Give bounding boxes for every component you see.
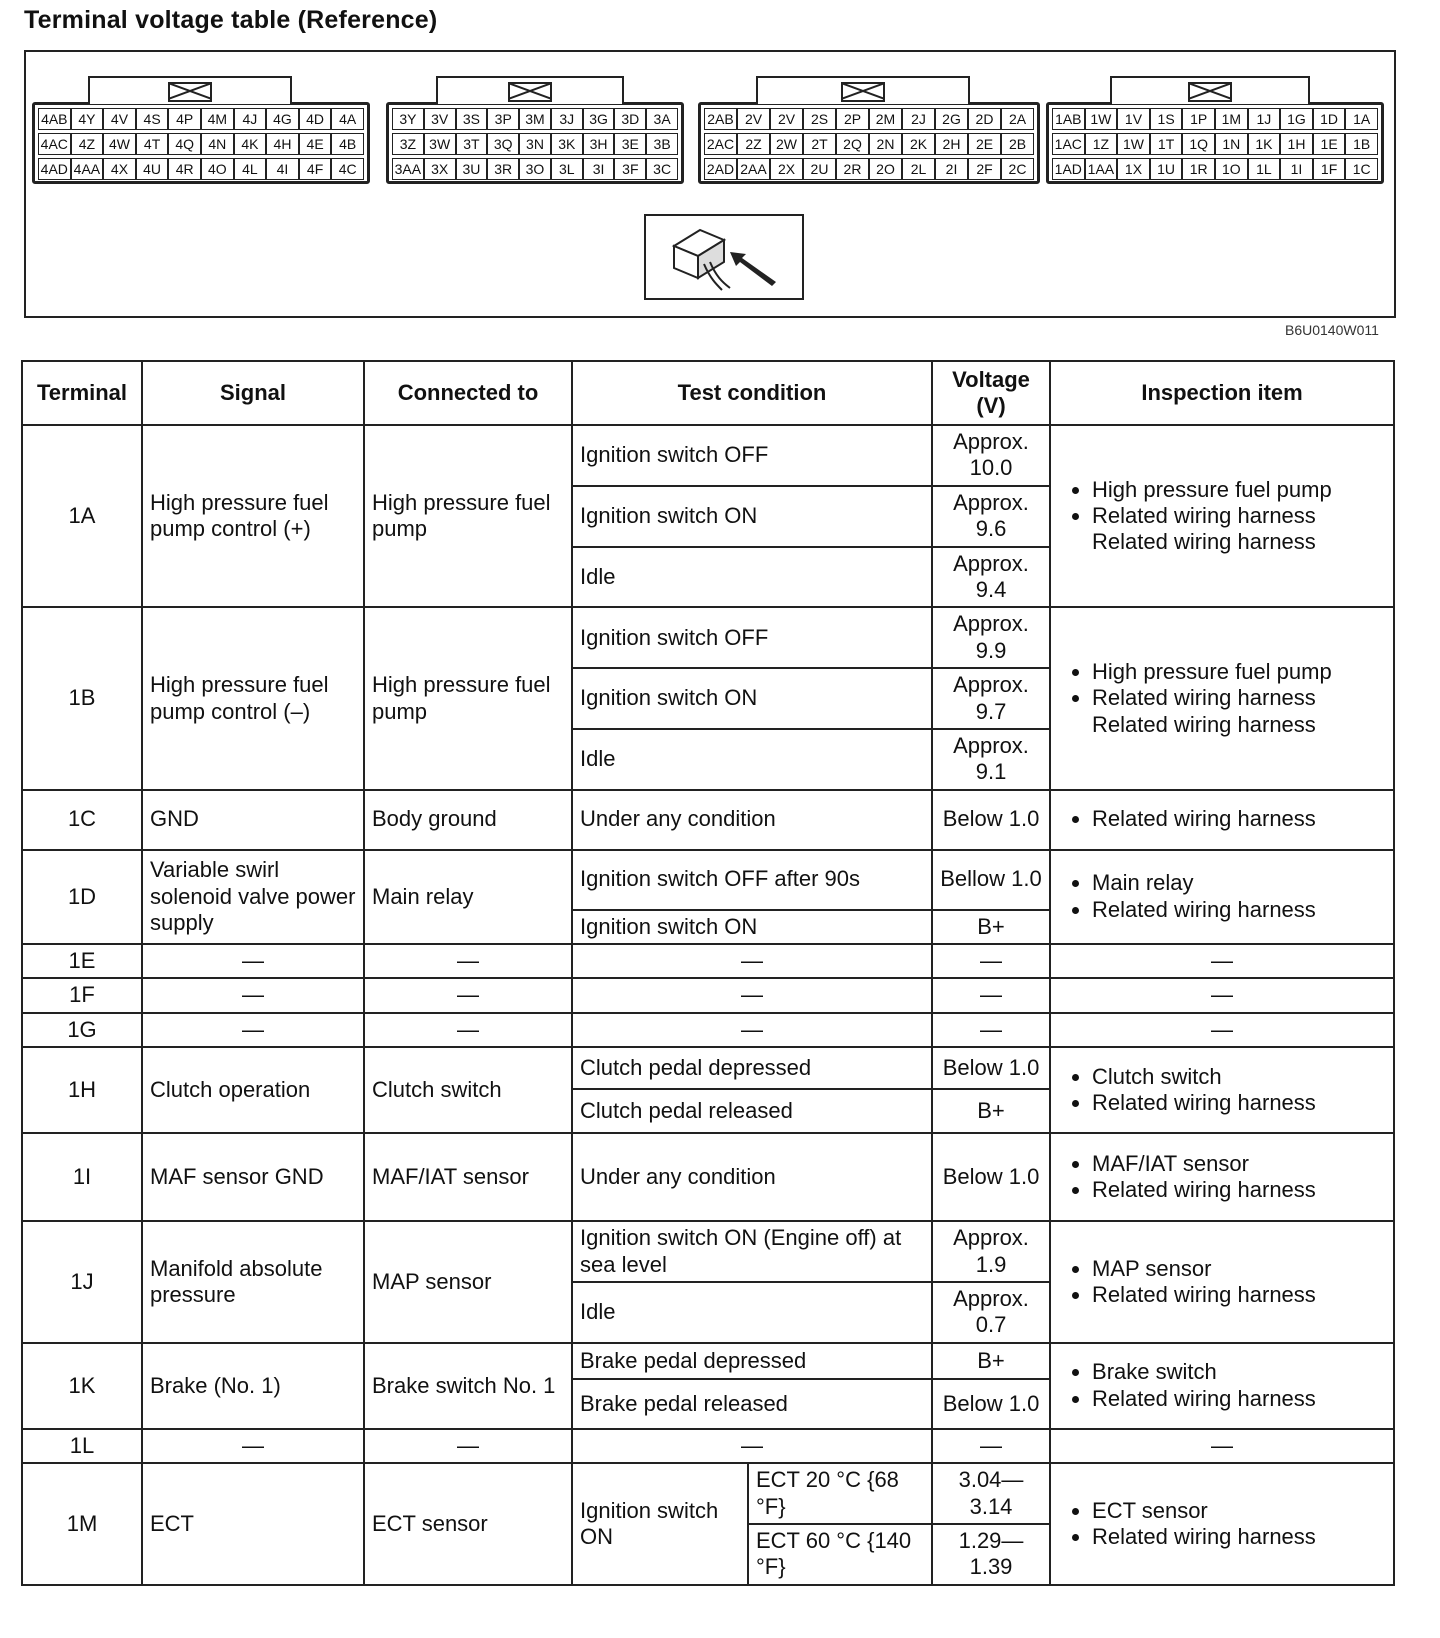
- connector-pin: 1K: [1248, 133, 1281, 155]
- connector-pin: 4V: [103, 108, 136, 130]
- connector-pin: 1AA: [1085, 158, 1118, 180]
- connector-pin: 1V: [1117, 108, 1150, 130]
- connector-pin: 4R: [168, 158, 201, 180]
- connected-cell: MAF/IAT sensor: [364, 1133, 572, 1221]
- terminal-cell: 1E: [22, 944, 142, 978]
- connector-pin: 4J: [234, 108, 267, 130]
- connector-pin: 2I: [935, 158, 968, 180]
- connector-pin: 4AA: [71, 158, 104, 180]
- connector-pin: 1AC: [1052, 133, 1085, 155]
- header-voltage: Voltage (V): [932, 361, 1050, 425]
- voltage-cell: Below 1.0: [932, 1379, 1050, 1429]
- terminal-cell: 1K: [22, 1343, 142, 1429]
- condition-cell: Ignition switch ON: [572, 910, 932, 944]
- inspection-cell: [1050, 1047, 1394, 1133]
- inspection-item: • Related wiring harness Related wiring harness: [1092, 685, 1386, 738]
- connector-pin: 2M: [869, 108, 902, 130]
- connector-pin: 1W: [1085, 108, 1118, 130]
- connector-pin: 2H: [935, 133, 968, 155]
- terminal-cell: 1A: [22, 425, 142, 607]
- inspection-item: • Related wiring harness: [1092, 1386, 1386, 1412]
- terminal-cell: 1L: [22, 1429, 142, 1463]
- connector-pin: 3X: [424, 158, 456, 180]
- table-row: [22, 1221, 1394, 1282]
- connected-cell: ECT sensor: [364, 1463, 572, 1585]
- signal-cell: GND: [142, 790, 364, 850]
- connector-pin: 1U: [1150, 158, 1183, 180]
- condition-cell: Idle: [572, 1282, 932, 1343]
- connector-pin: 2N: [869, 133, 902, 155]
- connected-cell: Clutch switch: [364, 1047, 572, 1133]
- condition-cell: Under any condition: [572, 790, 932, 850]
- inspection-cell: [1050, 850, 1394, 944]
- signal-cell: Variable swirl solenoid valve power supply: [142, 850, 364, 944]
- page-title: Terminal voltage table (Reference): [24, 6, 438, 34]
- connector-pin: 4O: [201, 158, 234, 180]
- terminal-cell: 1I: [22, 1133, 142, 1221]
- connector-pin: 4W: [103, 133, 136, 155]
- connector-pin: 2S: [803, 108, 836, 130]
- connector-pin: 1N: [1215, 133, 1248, 155]
- inspection-cell: [1050, 1133, 1394, 1221]
- connector-pin: 4B: [331, 133, 364, 155]
- connector-pin: 2V: [737, 108, 770, 130]
- connector-pin: 3A: [646, 108, 678, 130]
- connector-pin: 1D: [1313, 108, 1346, 130]
- connector-pin: 4S: [136, 108, 169, 130]
- voltage-cell: B+: [932, 910, 1050, 944]
- voltage-cell: Approx. 1.9: [932, 1221, 1050, 1282]
- inspection-cell: [1050, 790, 1394, 850]
- voltage-cell: Below 1.0: [932, 790, 1050, 850]
- connector-pin: 1S: [1150, 108, 1183, 130]
- empty-cell: —: [364, 1013, 572, 1047]
- connector-pin: 3R: [487, 158, 519, 180]
- empty-cell: —: [142, 1429, 364, 1463]
- signal-cell: Manifold absolute pressure: [142, 1221, 364, 1343]
- voltage-cell: Approx. 9.7: [932, 668, 1050, 729]
- connector-pin: 1AD: [1052, 158, 1085, 180]
- voltage-cell: Approx. 9.6: [932, 486, 1050, 547]
- empty-cell: —: [572, 978, 932, 1012]
- connector-pin: 2Z: [737, 133, 770, 155]
- header-connected-to: Connected to: [364, 361, 572, 425]
- condition-cell: Brake pedal released: [572, 1379, 932, 1429]
- voltage-cell: Bellow 1.0: [932, 850, 1050, 910]
- connector-pin: 3M: [519, 108, 551, 130]
- signal-cell: ECT: [142, 1463, 364, 1585]
- connector-pin: 4Y: [71, 108, 104, 130]
- connector-pin: 4K: [234, 133, 267, 155]
- connector-pin: 3O: [519, 158, 551, 180]
- connector-pin: 4Q: [168, 133, 201, 155]
- connector-pin: 1F: [1313, 158, 1346, 180]
- connector-3: [386, 102, 684, 184]
- connector-pin: 3AA: [392, 158, 424, 180]
- inspection-cell: [1050, 1343, 1394, 1429]
- connector-pin: 1H: [1280, 133, 1313, 155]
- condition-cell: Ignition switch ON: [572, 668, 932, 729]
- connector-pin: 1G: [1280, 108, 1313, 130]
- connector-pin: 1A: [1345, 108, 1378, 130]
- inspection-item: • Brake switch: [1092, 1359, 1386, 1385]
- connector-pin: 4P: [168, 108, 201, 130]
- empty-cell: —: [364, 978, 572, 1012]
- terminal-cell: 1D: [22, 850, 142, 944]
- connector-pin: 4A: [331, 108, 364, 130]
- connector-1: [1046, 102, 1384, 184]
- empty-cell: —: [1050, 1429, 1394, 1463]
- connector-pin: 2Q: [836, 133, 869, 155]
- table-row: [22, 944, 1394, 978]
- connected-cell: High pressure fuel pump: [364, 425, 572, 607]
- connector-pin: 3Z: [392, 133, 424, 155]
- empty-cell: —: [932, 1429, 1050, 1463]
- connector-pin: 4Z: [71, 133, 104, 155]
- connector-pin: 4AC: [38, 133, 71, 155]
- empty-cell: —: [1050, 978, 1394, 1012]
- table-row: [22, 1463, 1394, 1524]
- connector-pin: 1L: [1248, 158, 1281, 180]
- connector-pin: 2L: [902, 158, 935, 180]
- connector-pin: 3S: [456, 108, 488, 130]
- table-row: [22, 1429, 1394, 1463]
- connector-pin: 3J: [551, 108, 583, 130]
- connector-4: [32, 102, 370, 184]
- connector-pin: 2R: [836, 158, 869, 180]
- inspection-cell: [1050, 1221, 1394, 1343]
- inspection-item: • ECT sensor: [1092, 1498, 1386, 1524]
- connector-2: [698, 102, 1040, 184]
- connector-pin: 4E: [299, 133, 332, 155]
- inspection-item: • High pressure fuel pump: [1092, 659, 1386, 685]
- connector-pin: 4N: [201, 133, 234, 155]
- connector-pin: 1E: [1313, 133, 1346, 155]
- condition-cell: Idle: [572, 729, 932, 790]
- connector-pin: 3G: [583, 108, 615, 130]
- connector-pin: 2P: [836, 108, 869, 130]
- connector-pin: 4I: [266, 158, 299, 180]
- inspection-item: • Main relay: [1092, 870, 1386, 896]
- condition-cell: Clutch pedal depressed: [572, 1047, 932, 1089]
- connector-pin: 4D: [299, 108, 332, 130]
- condition-cell: Ignition switch ON (Engine off) at sea level: [572, 1221, 932, 1282]
- empty-cell: —: [932, 1013, 1050, 1047]
- voltage-cell: Below 1.0: [932, 1133, 1050, 1221]
- connector-pin: 2E: [968, 133, 1001, 155]
- condition-cell: Ignition switch ON: [572, 486, 932, 547]
- connector-pin: 4X: [103, 158, 136, 180]
- connector-pin: 3Q: [487, 133, 519, 155]
- header-signal: Signal: [142, 361, 364, 425]
- table-row: [22, 425, 1394, 486]
- connector-pin: 4M: [201, 108, 234, 130]
- empty-cell: —: [142, 978, 364, 1012]
- connector-pin: 3E: [614, 133, 646, 155]
- connected-cell: MAP sensor: [364, 1221, 572, 1343]
- inspection-cell: [1050, 607, 1394, 789]
- empty-cell: —: [572, 944, 932, 978]
- table-row: [22, 978, 1394, 1012]
- inspection-item: • Clutch switch: [1092, 1064, 1386, 1090]
- connector-pin: 2W: [770, 133, 803, 155]
- condition-cell: Idle: [572, 547, 932, 608]
- connector-pin: 1M: [1215, 108, 1248, 130]
- empty-cell: —: [1050, 1013, 1394, 1047]
- signal-cell: High pressure fuel pump control (+): [142, 425, 364, 607]
- connector-pin: 3H: [583, 133, 615, 155]
- voltage-cell: Below 1.0: [932, 1047, 1050, 1089]
- inspection-item: • Related wiring harness: [1092, 1090, 1386, 1116]
- inspection-item: • Related wiring harness: [1092, 1282, 1386, 1308]
- inspection-item: • High pressure fuel pump: [1092, 477, 1386, 503]
- connector-pin: 3I: [583, 158, 615, 180]
- connector-pin: 1C: [1345, 158, 1378, 180]
- connector-pin: 2U: [803, 158, 836, 180]
- condition-cell: Clutch pedal released: [572, 1089, 932, 1133]
- connector-pin: 4G: [266, 108, 299, 130]
- connector-pin: 2AB: [704, 108, 737, 130]
- inspection-item: • Related wiring harness: [1092, 1177, 1386, 1203]
- empty-cell: —: [142, 944, 364, 978]
- voltage-cell: 3.04—3.14: [932, 1463, 1050, 1524]
- table-row: [22, 790, 1394, 850]
- inspection-item: • Related wiring harness: [1092, 806, 1386, 832]
- connector-pin: 1X: [1117, 158, 1150, 180]
- connector-pin: 1Z: [1085, 133, 1118, 155]
- connector-pin: 1O: [1215, 158, 1248, 180]
- condition-cell: Under any condition: [572, 1133, 932, 1221]
- header-test-condition: Test condition: [572, 361, 932, 425]
- connector-pin: 2X: [770, 158, 803, 180]
- condition-cell: Brake pedal depressed: [572, 1343, 932, 1379]
- connector-pin: 1R: [1182, 158, 1215, 180]
- inspection-cell: [1050, 1463, 1394, 1585]
- header-terminal: Terminal: [22, 361, 142, 425]
- connector-pin: 3U: [456, 158, 488, 180]
- voltage-cell: B+: [932, 1089, 1050, 1133]
- connector-pin: 2C: [1001, 158, 1034, 180]
- empty-cell: —: [932, 944, 1050, 978]
- inspection-item: • MAF/IAT sensor: [1092, 1151, 1386, 1177]
- connector-pin: 2J: [902, 108, 935, 130]
- connector-pin: 2AC: [704, 133, 737, 155]
- connector-pin: 3L: [551, 158, 583, 180]
- connector-pin: 4AD: [38, 158, 71, 180]
- connected-cell: Body ground: [364, 790, 572, 850]
- voltage-cell: 1.29—1.39: [932, 1524, 1050, 1585]
- connector-pin: 2T: [803, 133, 836, 155]
- connector-pin: 3K: [551, 133, 583, 155]
- connector-pin: 4T: [136, 133, 169, 155]
- empty-cell: —: [572, 1429, 932, 1463]
- inspection-cell: [1050, 425, 1394, 607]
- connector-pin: 3B: [646, 133, 678, 155]
- empty-cell: —: [142, 1013, 364, 1047]
- connector-pin: 4U: [136, 158, 169, 180]
- table-row: [22, 1047, 1394, 1089]
- condition-cell: Ignition switch OFF: [572, 425, 932, 486]
- table-row: [22, 850, 1394, 910]
- connected-cell: High pressure fuel pump: [364, 607, 572, 789]
- connector-pin: 1P: [1182, 108, 1215, 130]
- signal-cell: Clutch operation: [142, 1047, 364, 1133]
- connector-pin: 2O: [869, 158, 902, 180]
- inspection-item: • MAP sensor: [1092, 1256, 1386, 1282]
- connector-pin: 2A: [1001, 108, 1034, 130]
- empty-cell: —: [932, 978, 1050, 1012]
- terminal-cell: 1B: [22, 607, 142, 789]
- connector-pin: 3D: [614, 108, 646, 130]
- connector-pin: 1Q: [1182, 133, 1215, 155]
- terminal-cell: 1J: [22, 1221, 142, 1343]
- connector-pin: 1AB: [1052, 108, 1085, 130]
- connector-pin: 2F: [968, 158, 1001, 180]
- inspection-item: • Related wiring harness: [1092, 897, 1386, 923]
- connector-pin: 3V: [424, 108, 456, 130]
- diagram-code: B6U0140W011: [1285, 322, 1379, 338]
- connector-pin: 1J: [1248, 108, 1281, 130]
- voltage-cell: Approx. 9.4: [932, 547, 1050, 608]
- connector-pin: 4C: [331, 158, 364, 180]
- table-row: [22, 1013, 1394, 1047]
- terminal-cell: 1G: [22, 1013, 142, 1047]
- connected-cell: Main relay: [364, 850, 572, 944]
- connector-pin: 1T: [1150, 133, 1183, 155]
- subcondition-cell: ECT 60 °C {140 °F}: [748, 1524, 932, 1585]
- terminal-cell: 1C: [22, 790, 142, 850]
- empty-cell: —: [572, 1013, 932, 1047]
- voltage-cell: Approx. 9.1: [932, 729, 1050, 790]
- table-row: [22, 1133, 1394, 1221]
- voltage-cell: Approx. 9.9: [932, 607, 1050, 668]
- connector-pin: 2V: [770, 108, 803, 130]
- connector-pin: 3T: [456, 133, 488, 155]
- condition-cell: Ignition switch OFF: [572, 607, 932, 668]
- connector-pin: 3W: [424, 133, 456, 155]
- condition-cell: Ignition switch OFF after 90s: [572, 850, 932, 910]
- connected-cell: Brake switch No. 1: [364, 1343, 572, 1429]
- table-row: [22, 1343, 1394, 1379]
- connector-pin: 3Y: [392, 108, 424, 130]
- table-row: [22, 607, 1394, 668]
- connector-pin: 1I: [1280, 158, 1313, 180]
- empty-cell: —: [364, 1429, 572, 1463]
- connector-pin: 4F: [299, 158, 332, 180]
- header-inspection-item: Inspection item: [1050, 361, 1394, 425]
- connector-pin: 2AA: [737, 158, 770, 180]
- signal-cell: High pressure fuel pump control (–): [142, 607, 364, 789]
- connector-pin: 2B: [1001, 133, 1034, 155]
- connector-pin: 1W: [1117, 133, 1150, 155]
- signal-cell: Brake (No. 1): [142, 1343, 364, 1429]
- connector-pin: 2D: [968, 108, 1001, 130]
- terminal-cell: 1M: [22, 1463, 142, 1585]
- condition-cell: Ignition switch ON: [572, 1463, 748, 1585]
- connector-pin: 3N: [519, 133, 551, 155]
- harness-connector-icon: [644, 214, 804, 300]
- signal-cell: MAF sensor GND: [142, 1133, 364, 1221]
- terminal-voltage-table: [21, 360, 1395, 1586]
- connector-pin: 4L: [234, 158, 267, 180]
- voltage-cell: B+: [932, 1343, 1050, 1379]
- connector-pin: 2G: [935, 108, 968, 130]
- connector-pin: 2AD: [704, 158, 737, 180]
- inspection-item: • Related wiring harness Related wiring harness: [1092, 503, 1386, 556]
- connector-pin: 2K: [902, 133, 935, 155]
- header-row: [22, 361, 1394, 425]
- inspection-item: • Related wiring harness: [1092, 1524, 1386, 1550]
- connector-pin: 4AB: [38, 108, 71, 130]
- voltage-cell: Approx. 0.7: [932, 1282, 1050, 1343]
- voltage-cell: Approx. 10.0: [932, 425, 1050, 486]
- terminal-cell: 1F: [22, 978, 142, 1012]
- terminal-cell: 1H: [22, 1047, 142, 1133]
- empty-cell: —: [364, 944, 572, 978]
- connector-pin: 4H: [266, 133, 299, 155]
- subcondition-cell: ECT 20 °C {68 °F}: [748, 1463, 932, 1524]
- connector-pin: 3C: [646, 158, 678, 180]
- connector-diagram: [24, 50, 1396, 318]
- connector-pin: 1B: [1345, 133, 1378, 155]
- connector-pin: 3F: [614, 158, 646, 180]
- connector-pin: 3P: [487, 108, 519, 130]
- empty-cell: —: [1050, 944, 1394, 978]
